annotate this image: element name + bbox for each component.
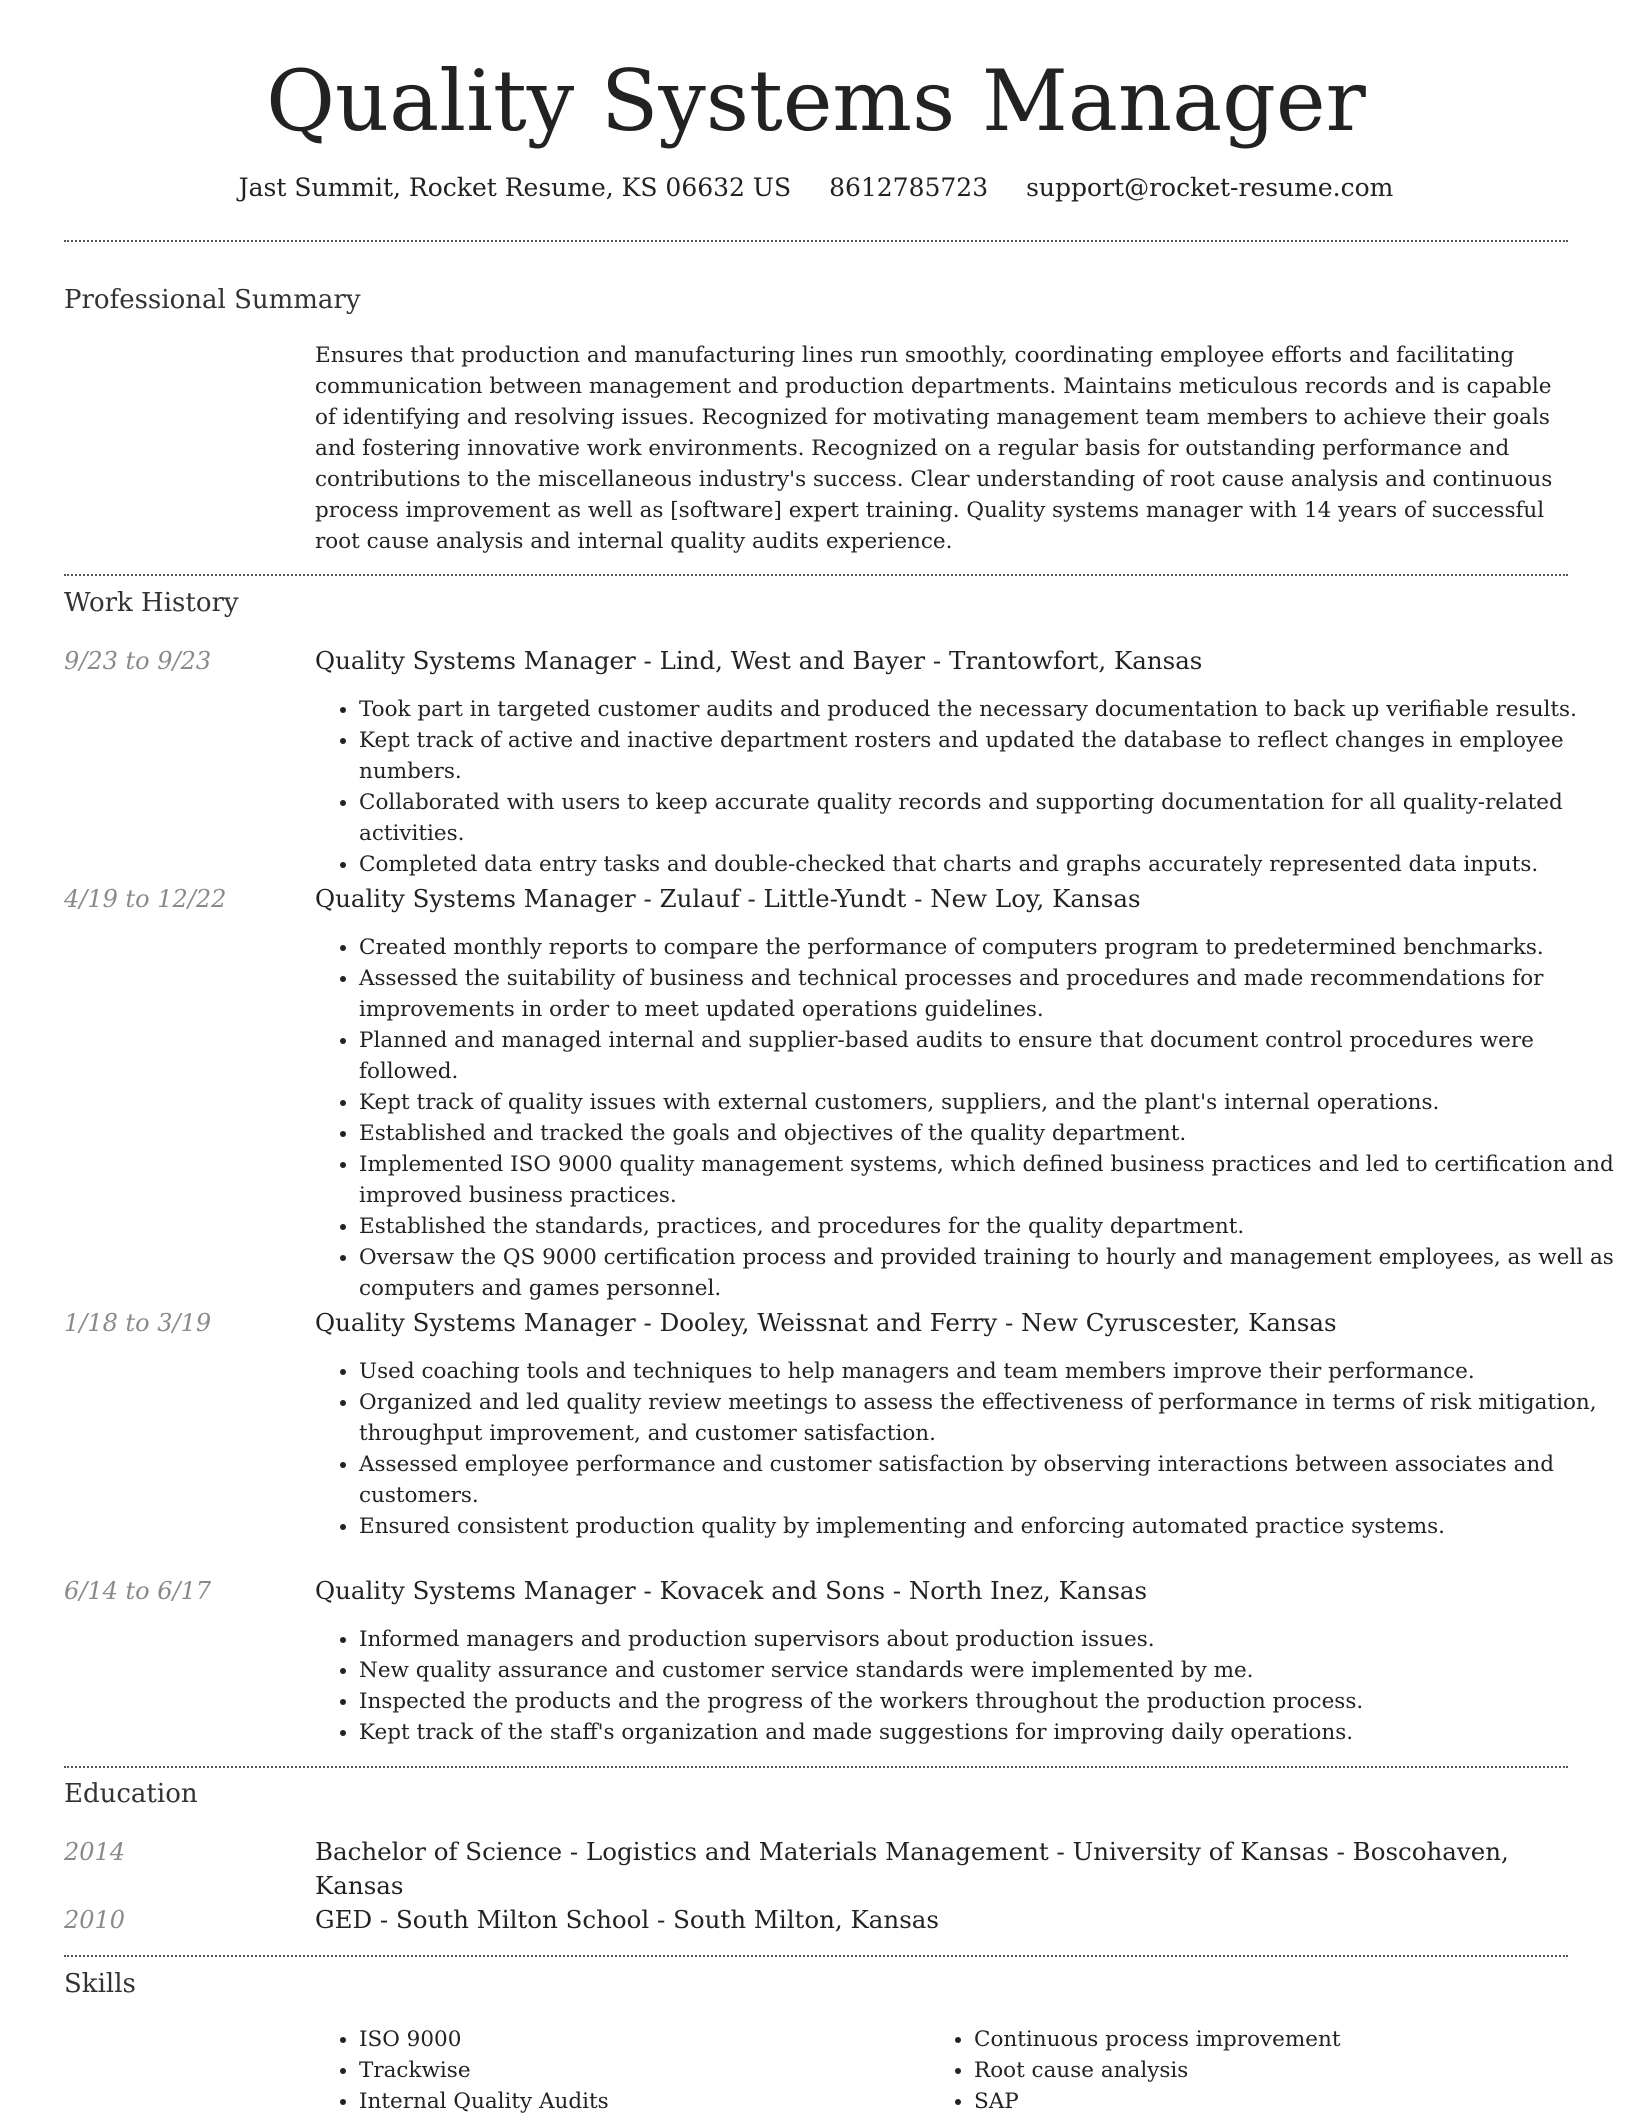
job-bullet: • Planned and managed internal and supplier-based audits to ensure that document control procedures were followed. — [359, 1025, 1615, 1087]
section-divider — [64, 240, 1568, 242]
skill-item: • SAP — [974, 2086, 1534, 2117]
work-history-heading: Work History — [64, 588, 239, 618]
skill-item: • Trackwise — [359, 2055, 919, 2086]
section-divider — [64, 1766, 1568, 1768]
job-bullet: • Took part in targeted customer audits and produced the necessary documentation to back up verifiable results. — [359, 694, 1615, 725]
job-bullet: • Implemented ISO 9000 quality management systems, which defined business practices and led to certification and improved business practices. — [359, 1149, 1615, 1211]
job-bullet: • Assessed the suitability of business and technical processes and procedures and made recommendations for improvements in order to meet updated operations guidelines. — [359, 963, 1615, 1025]
summary-text: Ensures that production and manufacturing lines run smoothly, coordinating employee efforts and facilitating communication between management and production departments. Maintains meticulous records and is capable of identifying and resolving issues. Recognized for motivating management team members to achieve their goals and fostering innovative work environments. Recognized on a regular basis for outstanding performance and contributions to the miscellaneous industry's success. Clear understanding of root cause analysis and continuous process improvement as well as [software] expert training. Quality systems manager with 14 years of successful root cause analysis and internal quality audits experience. — [315, 343, 1553, 554]
job-bullet: • Kept track of quality issues with external customers, suppliers, and the plant's internal operations. — [359, 1087, 1615, 1118]
job-bullets — [315, 694, 1615, 880]
job-bullets — [315, 1624, 1615, 1748]
job-bullet: • Informed managers and production supervisors about production issues. — [359, 1624, 1615, 1655]
address: Jast Summit, Rocket Resume, KS 06632 US — [238, 173, 792, 202]
education-year: 2014 — [64, 1838, 126, 1866]
job-bullet: • Completed data entry tasks and double-checked that charts and graphs accurately represented data inputs. — [359, 849, 1615, 880]
job-bullet: • Established and tracked the goals and objectives of the quality department. — [359, 1118, 1615, 1149]
job-bullet: • Inspected the products and the progress of the workers throughout the production process. — [359, 1686, 1615, 1717]
job-bullet: • Kept track of active and inactive department rosters and updated the database to reflect changes in employee numbers. — [359, 725, 1615, 787]
job-heading: Quality Systems Manager - Dooley, Weissnat and Ferry - New Cyruscester, Kansas — [315, 1308, 1337, 1337]
education-degree: GED - South Milton School - South Milton, Kansas — [315, 1905, 939, 1934]
job-heading: Quality Systems Manager - Lind, West and Bayer - Trantowfort, Kansas — [315, 646, 1203, 675]
job-dates: 1/18 to 3/19 — [64, 1309, 212, 1337]
skills-list-right — [930, 2024, 1534, 2117]
education-year: 2010 — [64, 1906, 126, 1934]
job-bullets — [315, 932, 1615, 1304]
skill-item: • Continuous process improvement — [974, 2024, 1534, 2055]
skills-list-left — [315, 2024, 919, 2117]
job-heading: Quality Systems Manager - Kovacek and Sons - North Inez, Kansas — [315, 1576, 1148, 1605]
job-bullet: • Ensured consistent production quality by implementing and enforcing automated practice systems. — [359, 1511, 1615, 1542]
job-dates: 4/19 to 12/22 — [64, 885, 227, 913]
skill-item: • Internal Quality Audits — [359, 2086, 919, 2117]
job-bullet: • Used coaching tools and techniques to help managers and team members improve their performance. — [359, 1356, 1615, 1387]
job-heading: Quality Systems Manager - Zulauf - Little-Yundt - New Loy, Kansas — [315, 884, 1141, 913]
education-degree: Bachelor of Science - Logistics and Materials Management - University of Kansas - Boscohaven, Kansas — [315, 1837, 1509, 1900]
job-bullet: • Established the standards, practices, and procedures for the quality department. — [359, 1211, 1615, 1242]
phone: 8612785723 — [829, 173, 989, 202]
skills-heading: Skills — [64, 1969, 136, 1999]
section-divider — [64, 574, 1568, 576]
job-bullet: • Kept track of the staff's organization and made suggestions for improving daily operations. — [359, 1717, 1615, 1748]
job-bullet: • Assessed employee performance and customer satisfaction by observing interactions between associates and customers. — [359, 1449, 1615, 1511]
education-heading: Education — [64, 1779, 198, 1809]
candidate-name: Quality Systems Manager — [266, 52, 1366, 150]
skill-item: • Root cause analysis — [974, 2055, 1534, 2086]
job-bullet: • Collaborated with users to keep accurate quality records and supporting documentation for all quality-related activities. — [359, 787, 1615, 849]
job-dates: 6/14 to 6/17 — [64, 1577, 212, 1605]
job-bullet: • Organized and led quality review meetings to assess the effectiveness of performance in terms of risk mitigation, throughput improvement, and customer satisfaction. — [359, 1387, 1615, 1449]
job-bullet: • Created monthly reports to compare the performance of computers program to predetermined benchmarks. — [359, 932, 1615, 963]
email: support@rocket-resume.com — [1026, 173, 1394, 202]
job-dates: 9/23 to 9/23 — [64, 647, 212, 675]
job-bullet: • New quality assurance and customer service standards were implemented by me. — [359, 1655, 1615, 1686]
job-bullets — [315, 1356, 1615, 1542]
summary-heading: Professional Summary — [64, 285, 361, 315]
job-bullet: • Oversaw the QS 9000 certification process and provided training to hourly and management employees, as well as computers and games personnel. — [359, 1242, 1615, 1304]
section-divider — [64, 1955, 1568, 1957]
skill-item: • ISO 9000 — [359, 2024, 919, 2055]
contact-line — [0, 170, 1632, 206]
